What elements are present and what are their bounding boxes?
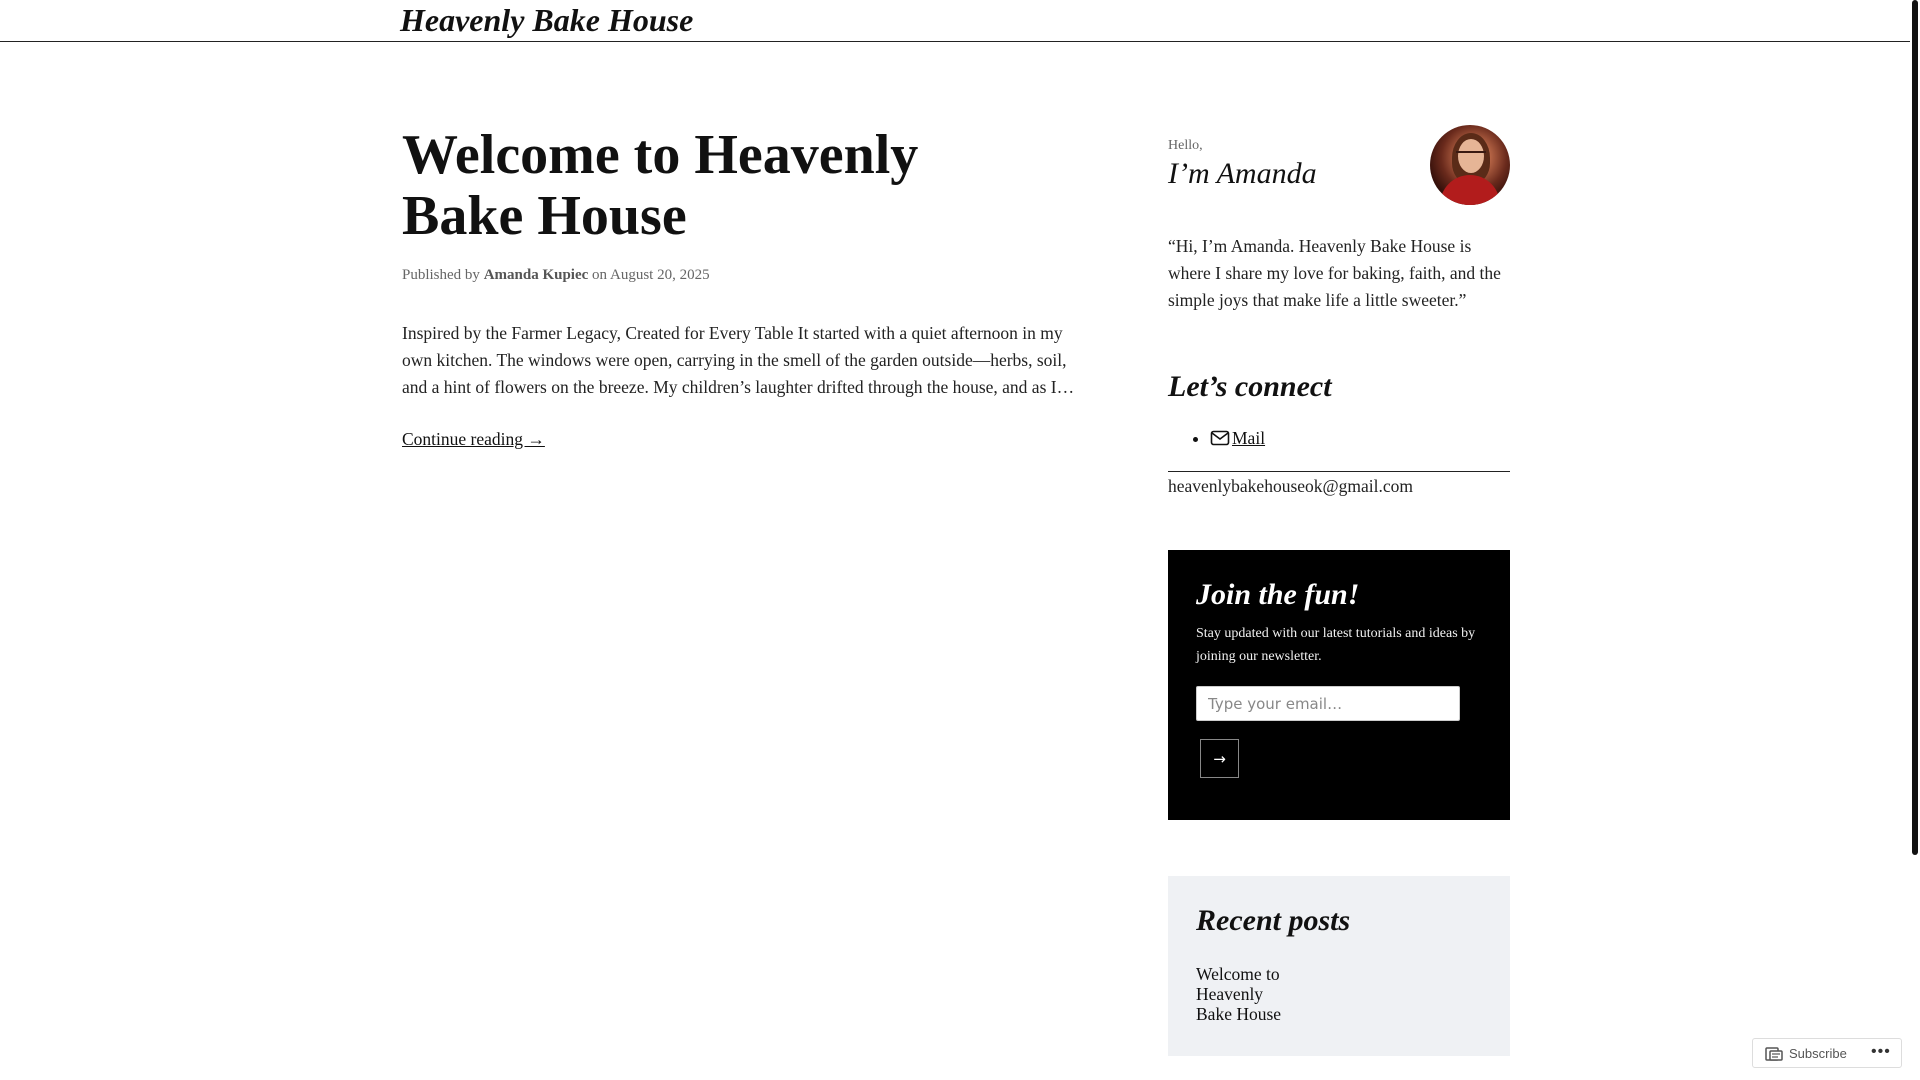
subscribe-label: Subscribe <box>1789 1046 1847 1061</box>
post <box>402 125 1082 450</box>
site-header <box>0 0 1910 42</box>
subscribe-button[interactable] <box>1752 1038 1902 1068</box>
connect-heading: Let’s connect <box>1168 370 1332 403</box>
author-name-heading: I’m Amanda <box>1168 157 1317 190</box>
recent-posts-title: Recent posts <box>1196 904 1351 937</box>
continue-reading-link[interactable]: Continue reading → <box>402 429 545 449</box>
site-title-link[interactable]: Heavenly Bake House <box>400 2 694 38</box>
newsletter-email-input[interactable] <box>1196 686 1460 721</box>
post-excerpt: Inspired by the Farmer Legacy, Created for Every Table It started with a quiet afternoon in my own kitchen. The windows were open, carrying in the smell of the garden outside—herbs, soil, and a hint of flowers on the breeze. My children’s laughter drifted through the house, and as I… <box>402 323 1075 397</box>
scrollbar-thumb[interactable] <box>1912 0 1918 855</box>
recent-post-link[interactable]: Welcome to Heavenly Bake House <box>1196 964 1282 1024</box>
more-options-icon[interactable]: ••• <box>1871 1043 1891 1060</box>
post-meta <box>402 267 1082 284</box>
sidebar <box>1168 125 1510 497</box>
scrollbar[interactable] <box>1910 0 1920 1080</box>
reader-icon <box>1765 1047 1783 1064</box>
contact-email: heavenlybakehouseok@gmail.com <box>1168 476 1413 496</box>
avatar <box>1430 125 1510 205</box>
post-title[interactable]: Welcome to Heavenly Bake House <box>402 124 919 247</box>
author-intro <box>1168 125 1510 213</box>
newsletter-title: Join the fun! <box>1196 578 1360 611</box>
connect-list <box>1168 426 1510 453</box>
hello-label: Hello, <box>1168 138 1203 153</box>
newsletter-submit-button[interactable]: → <box>1200 739 1239 778</box>
mail-link[interactable]: Mail <box>1232 428 1266 448</box>
meta-on: on <box>592 267 608 283</box>
post-date[interactable]: August 20, 2025 <box>609 267 710 283</box>
divider <box>1168 471 1510 472</box>
connect-item-mail <box>1210 426 1510 453</box>
author-link[interactable]: Amanda Kupiec <box>483 267 589 283</box>
newsletter-box <box>1168 550 1510 820</box>
author-bio: “Hi, I’m Amanda. Heavenly Bake House is where I share my love for baking, faith, and the simple joys that make life a little sweeter.” <box>1168 236 1501 310</box>
recent-posts <box>1168 876 1510 1056</box>
meta-prefix: Published by <box>402 267 480 283</box>
newsletter-description: Stay updated with our latest tutorials and ideas by joining our newsletter. <box>1196 626 1476 664</box>
mail-icon[interactable] <box>1210 429 1230 453</box>
